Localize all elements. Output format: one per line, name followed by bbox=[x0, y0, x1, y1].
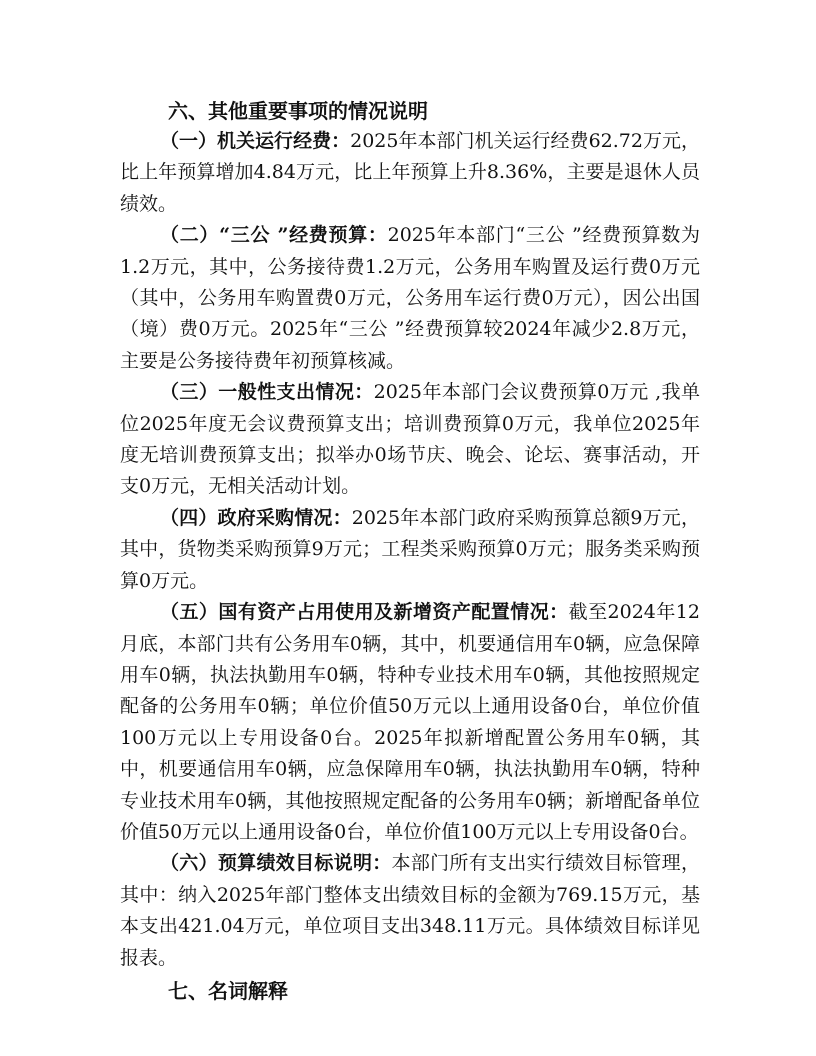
paragraph-label: （三）一般性支出情况： bbox=[160, 381, 374, 404]
paragraph-state-assets bbox=[120, 597, 700, 848]
paragraph-label: （一）机关运行经费： bbox=[160, 130, 351, 152]
paragraph-text: 截至2024年12月底，本部门共有公务用车0辆，其中，机要通信用车0辆，应急保障用车0辆，执法执勤用车0辆，特种专业技术用车0辆，其他按照规定配备的公务用车0辆；单位价值50万元以上通用设备0台，单位价值100万元以上专用设备0台。2025年拟新增配置公务用车0辆，其中，机要通信用车0辆，应急保障用车0辆，执法执勤用车0辆，特种专业技术用车0辆，其他按照规定配备的公务用车0辆；新增配备单位价值50万元以上通用设备0台，单位价值100万元以上专用设备0台。 bbox=[120, 601, 700, 843]
paragraph-government-procurement bbox=[120, 503, 700, 597]
paragraph-label: （二）“三公 ”经费预算： bbox=[160, 224, 388, 247]
document-page bbox=[120, 96, 700, 1006]
paragraph-text: 2025年本部门机关运行经费62.72万元，比上年预算增加4.84万元，比上年预算上升8.36%，主要是退休人员绩效。 bbox=[120, 130, 700, 215]
section-6-heading: 六、其他重要事项的情况说明 bbox=[168, 99, 428, 123]
paragraph-text: 本部门所有支出实行绩效目标管理，其中：纳入2025年部门整体支出绩效目标的金额为769.15万元，基本支出421.04万元，单位项目支出348.11万元。具体绩效目标详见报表。 bbox=[120, 852, 700, 969]
paragraph-text: 2025年本部门“三公 ”经费预算数为1.2万元，其中，公务接待费1.2万元，公务用车购置及运行费0万元（其中，公务用车购置费0万元，公务用车运行费0万元），因公出国（境）费0万元。2025年“三公 ”经费预算较2024年减少2.8万元，主要是公务接待费年初预算核减。 bbox=[120, 224, 700, 372]
paragraph-label: （五）国有资产占用使用及新增资产配置情况： bbox=[160, 601, 569, 624]
paragraph-text: 2025年本部门政府采购预算总额9万元，其中，货物类采购预算9万元；工程类采购预算0万元；服务类采购预算0万元。 bbox=[120, 506, 700, 592]
section-7-heading: 七、名词解释 bbox=[168, 978, 288, 1003]
paragraph-admin-operating-expenses bbox=[120, 126, 700, 220]
paragraph-three-public-expenses bbox=[120, 220, 700, 377]
paragraph-label: （六）预算绩效目标说明： bbox=[160, 852, 392, 875]
paragraph-general-expenses bbox=[120, 377, 700, 503]
paragraph-performance-targets bbox=[120, 848, 700, 974]
paragraph-label: （四）政府采购情况： bbox=[160, 506, 352, 529]
paragraph-text: 2025年本部门会议费预算0万元 ,我单位2025年度无会议费预算支出；培训费预算0万元，我单位2025年度无培训费预算支出；拟举办0场节庆、晚会、论坛、赛事活动，开支0万元，无相关活动计划。 bbox=[120, 381, 700, 498]
